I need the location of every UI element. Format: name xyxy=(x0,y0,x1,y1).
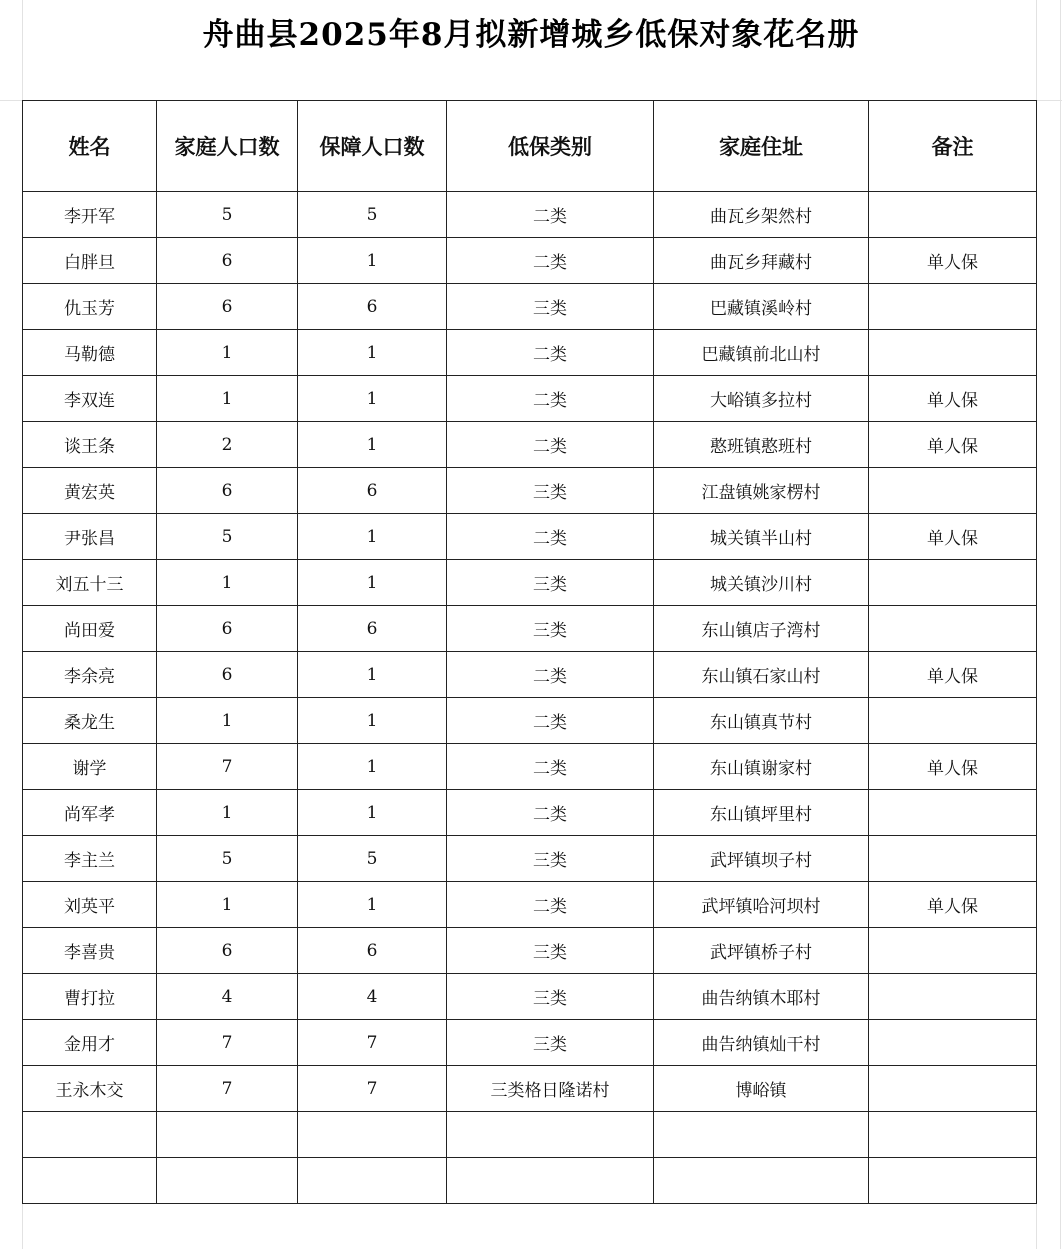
cell-household-size[interactable]: 6 xyxy=(157,928,298,974)
cell-remarks[interactable] xyxy=(869,1112,1037,1158)
table-row xyxy=(23,1158,1037,1204)
cell-category[interactable]: 二类 xyxy=(447,790,654,836)
cell-remarks[interactable] xyxy=(869,698,1037,744)
cell-household-size[interactable]: 5 xyxy=(157,192,298,238)
cell-covered-size[interactable]: 1 xyxy=(298,698,447,744)
cell-name[interactable]: 李喜贵 xyxy=(23,928,157,974)
cell-remarks[interactable] xyxy=(869,790,1037,836)
cell-address[interactable]: 城关镇半山村 xyxy=(654,514,869,560)
cell-category[interactable]: 二类 xyxy=(447,698,654,744)
cell-remarks[interactable]: 单人保 xyxy=(869,422,1037,468)
cell-name[interactable]: 黄宏英 xyxy=(23,468,157,514)
cell-address[interactable] xyxy=(654,1112,869,1158)
cell-address[interactable]: 武坪镇哈河坝村 xyxy=(654,882,869,928)
cell-covered-size[interactable]: 5 xyxy=(298,192,447,238)
cell-category[interactable]: 二类 xyxy=(447,422,654,468)
cell-covered-size[interactable]: 1 xyxy=(298,422,447,468)
document-title: 舟曲县2025年8月拟新增城乡低保对象花名册 xyxy=(202,17,860,53)
cell-category[interactable]: 三类 xyxy=(447,468,654,514)
cell-household-size[interactable]: 5 xyxy=(157,836,298,882)
cell-address[interactable]: 江盘镇姚家楞村 xyxy=(654,468,869,514)
cell-covered-size[interactable] xyxy=(298,1158,447,1204)
table-row xyxy=(23,468,1037,514)
cell-name[interactable]: 尹张昌 xyxy=(23,514,157,560)
cell-covered-size[interactable]: 1 xyxy=(298,560,447,606)
cell-covered-size[interactable]: 1 xyxy=(298,790,447,836)
cell-covered-size[interactable]: 1 xyxy=(298,376,447,422)
cell-remarks[interactable] xyxy=(869,974,1037,1020)
cell-remarks[interactable] xyxy=(869,468,1037,514)
cell-address[interactable]: 东山镇真节村 xyxy=(654,698,869,744)
cell-address[interactable]: 巴藏镇溪岭村 xyxy=(654,284,869,330)
cell-covered-size[interactable]: 1 xyxy=(298,744,447,790)
cell-covered-size[interactable]: 6 xyxy=(298,606,447,652)
table-row xyxy=(23,744,1037,790)
cell-category[interactable]: 三类 xyxy=(447,974,654,1020)
cell-address[interactable]: 曲告纳镇木耶村 xyxy=(654,974,869,1020)
cell-name[interactable]: 谈王条 xyxy=(23,422,157,468)
cell-household-size[interactable] xyxy=(157,1158,298,1204)
cell-household-size[interactable] xyxy=(157,1112,298,1158)
cell-name[interactable]: 谢学 xyxy=(23,744,157,790)
cell-remarks[interactable] xyxy=(869,836,1037,882)
cell-address[interactable]: 大峪镇多拉村 xyxy=(654,376,869,422)
cell-address[interactable]: 武坪镇坝子村 xyxy=(654,836,869,882)
table-row xyxy=(23,330,1037,376)
cell-category[interactable]: 二类 xyxy=(447,514,654,560)
cell-covered-size[interactable]: 1 xyxy=(298,330,447,376)
roster-table xyxy=(22,100,1037,1204)
cell-name[interactable]: 李余亮 xyxy=(23,652,157,698)
cell-name[interactable] xyxy=(23,1112,157,1158)
header-covered-size[interactable]: 保障人口数 xyxy=(298,101,447,192)
table-row xyxy=(23,1066,1037,1112)
cell-remarks[interactable]: 单人保 xyxy=(869,652,1037,698)
cell-name[interactable]: 刘五十三 xyxy=(23,560,157,606)
cell-category[interactable]: 三类 xyxy=(447,560,654,606)
cell-address[interactable]: 东山镇店子湾村 xyxy=(654,606,869,652)
cell-household-size[interactable]: 7 xyxy=(157,1020,298,1066)
header-category[interactable]: 低保类别 xyxy=(447,101,654,192)
table-row xyxy=(23,836,1037,882)
cell-remarks[interactable] xyxy=(869,330,1037,376)
header-address[interactable]: 家庭住址 xyxy=(654,101,869,192)
cell-category[interactable]: 二类 xyxy=(447,744,654,790)
cell-covered-size[interactable] xyxy=(298,1112,447,1158)
cell-covered-size[interactable]: 7 xyxy=(298,1066,447,1112)
cell-name[interactable] xyxy=(23,1158,157,1204)
table-row xyxy=(23,514,1037,560)
cell-category[interactable]: 二类 xyxy=(447,652,654,698)
cell-remarks[interactable] xyxy=(869,1020,1037,1066)
cell-remarks[interactable] xyxy=(869,192,1037,238)
cell-remarks[interactable] xyxy=(869,1158,1037,1204)
cell-household-size[interactable]: 6 xyxy=(157,468,298,514)
cell-address[interactable]: 武坪镇桥子村 xyxy=(654,928,869,974)
cell-address[interactable] xyxy=(654,1158,869,1204)
table-row xyxy=(23,192,1037,238)
cell-category[interactable] xyxy=(447,1112,654,1158)
cell-name[interactable]: 李主兰 xyxy=(23,836,157,882)
cell-category[interactable]: 三类 xyxy=(447,928,654,974)
cell-household-size[interactable]: 6 xyxy=(157,238,298,284)
cell-category[interactable]: 二类 xyxy=(447,192,654,238)
cell-category[interactable]: 二类 xyxy=(447,238,654,284)
cell-name[interactable]: 马勒德 xyxy=(23,330,157,376)
cell-remarks[interactable] xyxy=(869,606,1037,652)
cell-covered-size[interactable]: 7 xyxy=(298,1020,447,1066)
header-row xyxy=(23,101,1037,192)
cell-category[interactable]: 二类 xyxy=(447,330,654,376)
cell-address[interactable]: 东山镇石家山村 xyxy=(654,652,869,698)
table-row xyxy=(23,1020,1037,1066)
cell-remarks[interactable]: 单人保 xyxy=(869,376,1037,422)
cell-covered-size[interactable]: 4 xyxy=(298,974,447,1020)
cell-remarks[interactable]: 单人保 xyxy=(869,882,1037,928)
header-household-size[interactable]: 家庭人口数 xyxy=(157,101,298,192)
table-row xyxy=(23,698,1037,744)
cell-category[interactable]: 三类格日隆诺村 xyxy=(447,1066,654,1112)
table-row xyxy=(23,974,1037,1020)
cell-household-size[interactable]: 4 xyxy=(157,974,298,1020)
cell-category[interactable]: 三类 xyxy=(447,284,654,330)
cell-address[interactable]: 曲瓦乡拜藏村 xyxy=(654,238,869,284)
cell-category[interactable]: 三类 xyxy=(447,836,654,882)
table-row xyxy=(23,606,1037,652)
cell-household-size[interactable]: 5 xyxy=(157,514,298,560)
cell-remarks[interactable] xyxy=(869,928,1037,974)
cell-name[interactable]: 金用才 xyxy=(23,1020,157,1066)
cell-name[interactable]: 李开军 xyxy=(23,192,157,238)
cell-covered-size[interactable]: 1 xyxy=(298,882,447,928)
cell-name[interactable]: 仇玉芳 xyxy=(23,284,157,330)
table-row xyxy=(23,284,1037,330)
cell-remarks[interactable]: 单人保 xyxy=(869,744,1037,790)
table-row xyxy=(23,1112,1037,1158)
cell-household-size[interactable]: 1 xyxy=(157,698,298,744)
cell-name[interactable]: 王永木交 xyxy=(23,1066,157,1112)
cell-remarks[interactable] xyxy=(869,1066,1037,1112)
cell-name[interactable]: 尚田爱 xyxy=(23,606,157,652)
table-row xyxy=(23,928,1037,974)
cell-address[interactable]: 东山镇谢家村 xyxy=(654,744,869,790)
cell-household-size[interactable]: 7 xyxy=(157,744,298,790)
cell-household-size[interactable]: 1 xyxy=(157,376,298,422)
cell-remarks[interactable] xyxy=(869,284,1037,330)
cell-name[interactable]: 曹打拉 xyxy=(23,974,157,1020)
table-row xyxy=(23,376,1037,422)
cell-household-size[interactable]: 1 xyxy=(157,790,298,836)
cell-address[interactable]: 博峪镇 xyxy=(654,1066,869,1112)
cell-household-size[interactable]: 1 xyxy=(157,560,298,606)
cell-covered-size[interactable]: 1 xyxy=(298,514,447,560)
cell-household-size[interactable]: 2 xyxy=(157,422,298,468)
cell-covered-size[interactable]: 6 xyxy=(298,284,447,330)
cell-household-size[interactable]: 6 xyxy=(157,284,298,330)
table-row xyxy=(23,652,1037,698)
cell-household-size[interactable]: 6 xyxy=(157,606,298,652)
roster-body xyxy=(23,192,1037,1204)
table-row xyxy=(23,790,1037,836)
cell-remarks[interactable] xyxy=(869,560,1037,606)
cell-address[interactable]: 巴藏镇前北山村 xyxy=(654,330,869,376)
table-row xyxy=(23,422,1037,468)
cell-remarks[interactable]: 单人保 xyxy=(869,238,1037,284)
cell-household-size[interactable]: 7 xyxy=(157,1066,298,1112)
cell-address[interactable]: 东山镇坪里村 xyxy=(654,790,869,836)
cell-name[interactable]: 白胖旦 xyxy=(23,238,157,284)
cell-household-size[interactable]: 1 xyxy=(157,882,298,928)
cell-name[interactable]: 桑龙生 xyxy=(23,698,157,744)
cell-address[interactable]: 憨班镇憨班村 xyxy=(654,422,869,468)
cell-category[interactable]: 三类 xyxy=(447,1020,654,1066)
cell-covered-size[interactable]: 5 xyxy=(298,836,447,882)
cell-household-size[interactable]: 1 xyxy=(157,330,298,376)
cell-category[interactable] xyxy=(447,1158,654,1204)
header-remarks[interactable]: 备注 xyxy=(869,101,1037,192)
cell-household-size[interactable]: 6 xyxy=(157,652,298,698)
cell-remarks[interactable]: 单人保 xyxy=(869,514,1037,560)
cell-name[interactable]: 刘英平 xyxy=(23,882,157,928)
cell-covered-size[interactable]: 1 xyxy=(298,652,447,698)
cell-address[interactable]: 城关镇沙川村 xyxy=(654,560,869,606)
cell-category[interactable]: 二类 xyxy=(447,376,654,422)
cell-covered-size[interactable]: 1 xyxy=(298,238,447,284)
cell-address[interactable]: 曲瓦乡架然村 xyxy=(654,192,869,238)
cell-category[interactable]: 二类 xyxy=(447,882,654,928)
table-row xyxy=(23,238,1037,284)
cell-category[interactable]: 三类 xyxy=(447,606,654,652)
cell-name[interactable]: 李双连 xyxy=(23,376,157,422)
cell-address[interactable]: 曲告纳镇灿干村 xyxy=(654,1020,869,1066)
cell-name[interactable]: 尚军孝 xyxy=(23,790,157,836)
cell-covered-size[interactable]: 6 xyxy=(298,468,447,514)
cell-covered-size[interactable]: 6 xyxy=(298,928,447,974)
table-row xyxy=(23,560,1037,606)
header-name[interactable]: 姓名 xyxy=(23,101,157,192)
table-row xyxy=(23,882,1037,928)
